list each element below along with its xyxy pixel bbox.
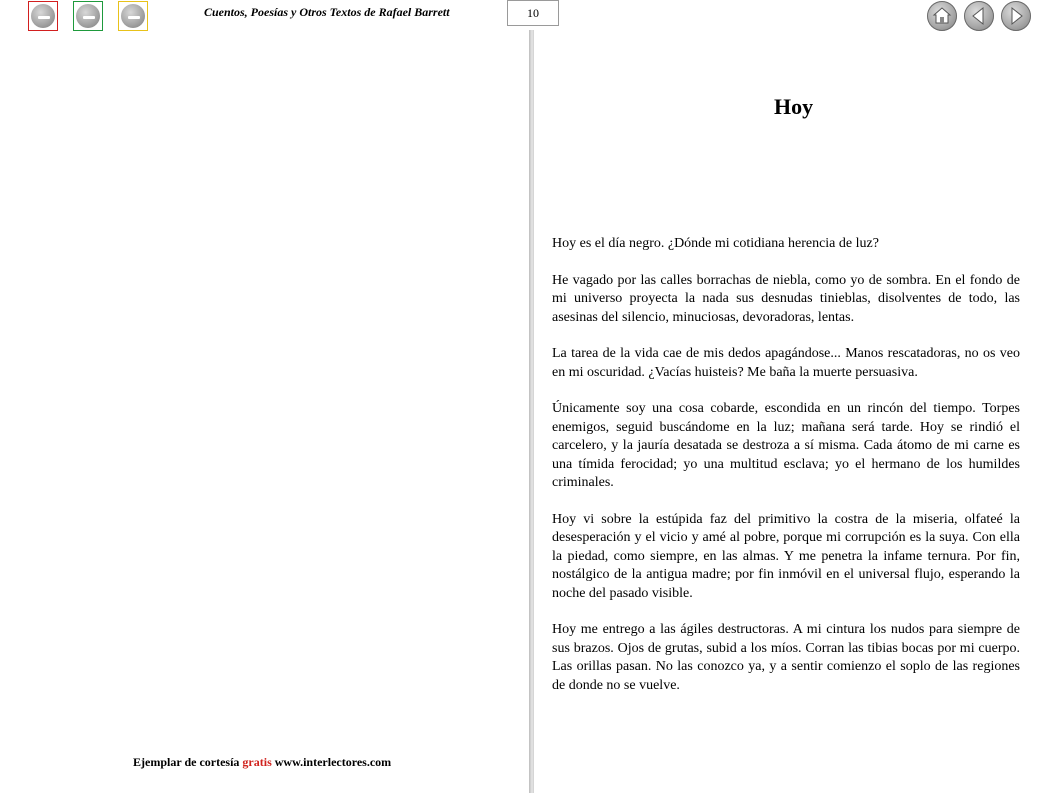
back-arrow-icon	[964, 1, 994, 31]
footer-site-link[interactable]: www.interlectores.com	[274, 755, 392, 769]
home-button[interactable]	[927, 1, 957, 31]
forward-arrow-icon	[1001, 1, 1031, 31]
footer-prefix: Ejemplar de cortesía	[133, 755, 240, 769]
page-number: 10	[507, 0, 559, 26]
home-icon	[927, 1, 957, 31]
minimize-button-red[interactable]	[28, 1, 58, 31]
book-title: Cuentos, Poesías y Otros Textos de Rafael Barrett	[204, 5, 450, 19]
footer-gratis: gratis	[242, 755, 272, 769]
next-page-button[interactable]	[1001, 1, 1031, 31]
chapter-title: Hoy	[774, 94, 814, 119]
page-divider	[529, 30, 534, 793]
minus-icon	[31, 4, 55, 28]
minus-icon	[76, 4, 100, 28]
chapter-body	[552, 235, 1020, 713]
paragraph: Hoy es el día negro. ¿Dónde mi cotidiana herencia de luz?	[552, 236, 879, 251]
paragraph: Hoy me entrego a las ágiles destructoras. A mi cintura los nudos para siempre de sus brazos. Ojos de grutas, subid a los míos. Corran las tibias bocas por mi cuerpo. Las orillas pasan. No las conozco ya, y a sentir comienzo el soplo de las regiones de donde no se vuelve.	[552, 622, 1020, 693]
paragraph: La tarea de la vida cae de mis dedos apagándose... Manos rescatadoras, no os veo en mi oscuridad. ¿Vacías huisteis? Me baña la muerte persuasiva.	[552, 346, 1020, 380]
paragraph: He vagado por las calles borrachas de niebla, como yo de sombra. En el fondo de mi universo proyecta la nada sus desnudas tinieblas, disolventes de todo, las asesinas del silencio, minuciosas, devoradoras, lentas.	[552, 272, 1020, 325]
minimize-button-yellow[interactable]	[118, 1, 148, 31]
paragraph: Hoy vi sobre la estúpida faz del primitivo la costra de la miseria, olfateé la desesperación y el vicio y amé al pobre, porque mi corrupción es la suya. Con ella la piedad, como siempre, en las almas. Y me penetra la infame ternura. Por fin, nostálgico de la antigua madre; por fin inmóvil en el universal flujo, esperando la noche del pasado visible.	[552, 511, 1020, 601]
footer	[133, 755, 391, 770]
paragraph: Únicamente soy una cosa cobarde, escondida en un rincón del tiempo. Torpes enemigos, seguid buscándome en la luz; mañana será tarde. Hoy se rindió el carcelero, y la jauría desatada se destroza a sí misma. Cada átomo de mi carne es una tímida ferocidad; yo una multitud esclava; yo el hermano de los humildes criminales.	[552, 401, 1020, 490]
previous-page-button[interactable]	[964, 1, 994, 31]
minimize-button-green[interactable]	[73, 1, 103, 31]
minus-icon	[121, 4, 145, 28]
